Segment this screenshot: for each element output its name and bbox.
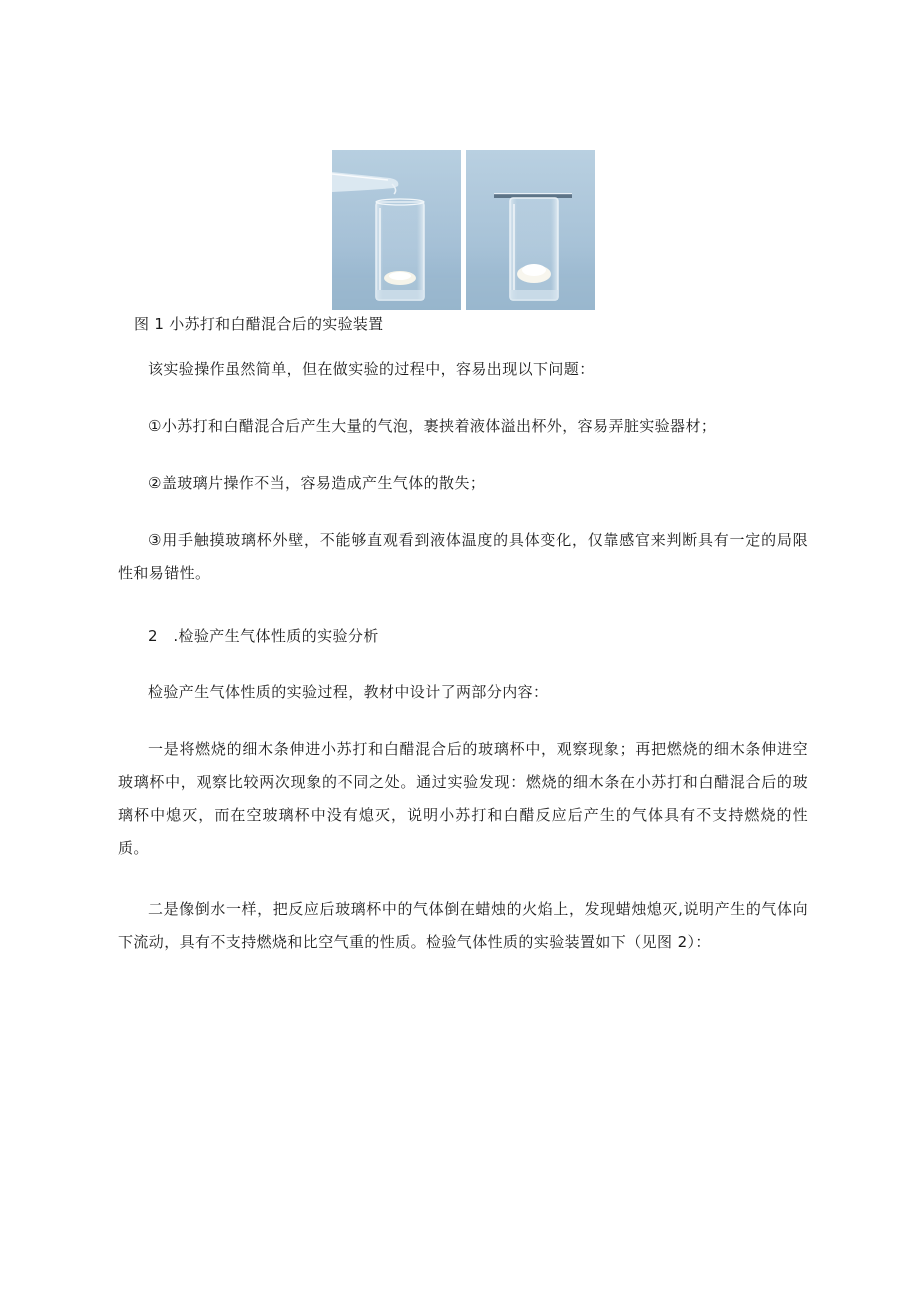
beaker-covered-icon	[466, 150, 595, 310]
beaker-covered-photo	[466, 150, 595, 310]
beaker-pouring-photo	[332, 150, 461, 310]
paragraph-intro: 该实验操作虽然简单，但在做实验的过程中，容易出现以下问题：	[148, 360, 595, 378]
paragraph-section-intro: 检验产生气体性质的实验过程，教材中设计了两部分内容：	[148, 683, 549, 701]
beaker-pouring-icon	[332, 150, 461, 310]
paragraph-problem-1: ①小苏打和白醋混合后产生大量的气泡，裹挟着液体溢出杯外，容易弄脏实验器材；	[148, 417, 717, 435]
section-heading-2: 2 .检验产生气体性质的实验分析	[148, 627, 379, 645]
paragraph-part-two: 二是像倒水一样，把反应后玻璃杯中的气体倒在蜡烛的火焰上，发现蜡烛熄灭,说明产生的气体向下流动，具有不支持燃烧和比空气重的性质。检验气体性质的实验装置如下（见图 2）：	[118, 900, 808, 951]
paragraph-part-one: 一是将燃烧的细木条伸进小苏打和白醋混合后的玻璃杯中，观察现象；再把燃烧的细木条伸进空玻璃杯中，观察比较两次现象的不同之处。通过实验发现：燃烧的细木条在小苏打和白醋混合后的玻璃杯中熄灭，而在空玻璃杯中没有熄灭，说明小苏打和白醋反应后产生的气体具有不支持燃烧的性质。	[118, 740, 808, 857]
paragraph-problem-2: ②盖玻璃片操作不当，容易造成产生气体的散失；	[148, 474, 486, 492]
paragraph-problem-3: ③用手触摸玻璃杯外壁，不能够直观看到液体温度的具体变化，仅靠感官来判断具有一定的局限性和易错性。	[118, 531, 808, 582]
figure-1	[332, 150, 595, 310]
figure-1-caption: 图 1 小苏打和白醋混合后的实验装置	[134, 315, 384, 333]
